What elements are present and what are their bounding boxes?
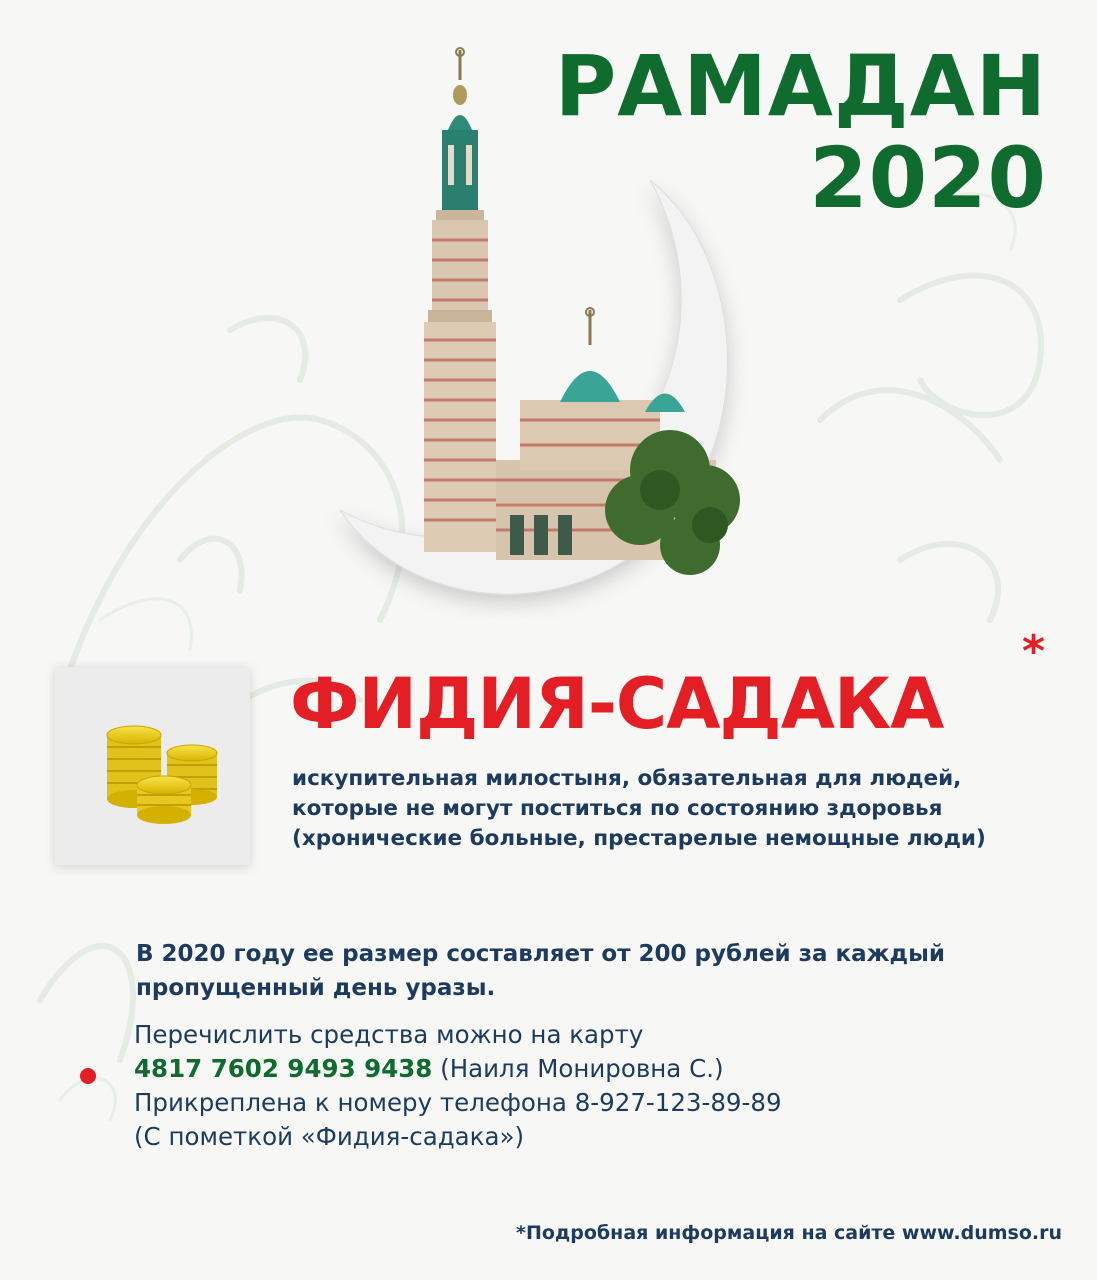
price-line-1: В 2020 году ее размер составляет от 200 рублей за каждый bbox=[136, 941, 946, 967]
price-line-2: пропущенный день уразы. bbox=[136, 975, 496, 1001]
definition-line-3: (хронические больные, престарелые немощные люди) bbox=[292, 826, 986, 851]
crescent-mosque-illustration bbox=[320, 40, 760, 620]
payment-line-1: Перечислить средства можно на карту bbox=[134, 1020, 644, 1049]
payment-info bbox=[134, 1018, 782, 1154]
payment-note-line: (С пометкой «Фидия-садака») bbox=[134, 1122, 525, 1151]
definition-text bbox=[292, 764, 1052, 854]
definition-line-1: искупительная милостыня, обязательная для людей, bbox=[292, 766, 962, 791]
footer-info: *Подробная информация на сайте www.dumso.ru bbox=[516, 1222, 1062, 1244]
definition-line-2: которые не могут поститься по состоянию здоровья bbox=[292, 796, 943, 821]
fidia-sadaka-heading: ФИДИЯ-САДАКА bbox=[290, 663, 944, 745]
bullet-dot-icon bbox=[80, 1068, 96, 1084]
coins-icon bbox=[55, 667, 250, 865]
coins-panel bbox=[55, 667, 250, 865]
payment-phone-line: Прикреплена к номеру телефона 8-927-123-89-89 bbox=[134, 1088, 782, 1117]
heading-asterisk: * bbox=[1022, 626, 1046, 677]
payment-card-line bbox=[134, 1052, 782, 1086]
card-holder: (Наиля Монировна С.) bbox=[432, 1054, 724, 1083]
card-number: 4817 7602 9493 9438 bbox=[134, 1054, 433, 1083]
title-year: 2020 bbox=[809, 129, 1047, 227]
title-ramadan: РАМАДАН bbox=[554, 37, 1047, 135]
price-text bbox=[136, 937, 945, 1005]
